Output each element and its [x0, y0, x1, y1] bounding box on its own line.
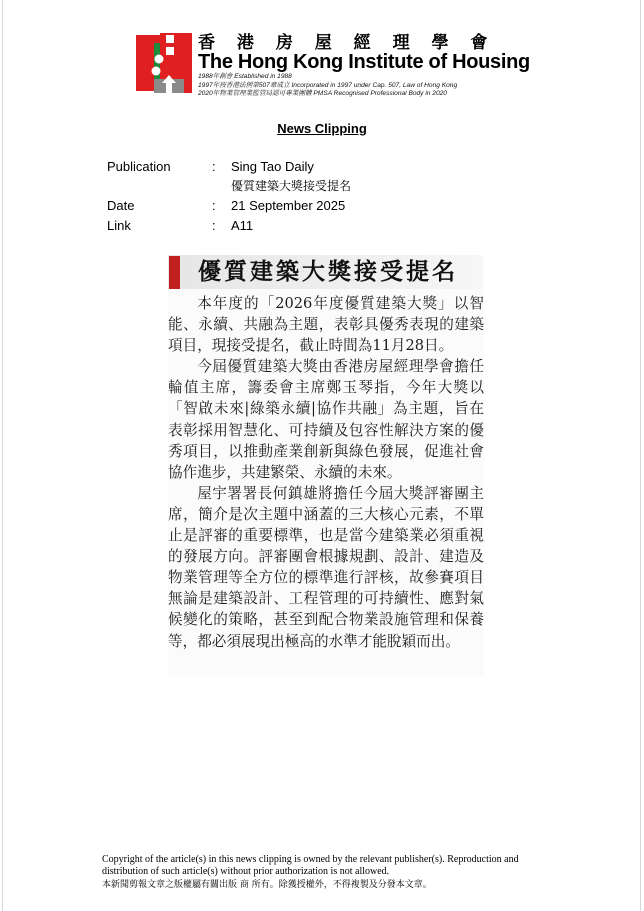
date-row	[107, 196, 547, 216]
date-colon: :	[212, 198, 216, 213]
article-paragraph: 今屆優質建築大獎由香港房屋經理學會擔任輪值主席，籌委會主席鄭玉琴指，今年大獎以「智啟未來|綠築永續|協作共融」為主題，旨在表彰採用智慧化、可持續及包容性解決方案的優秀項目，以推動產業創新與綠色發展，促進社會協作進步，共建繁榮、永續的未來。	[168, 358, 484, 481]
headline-row	[107, 177, 547, 197]
incorporated-line: 1997年按香港法例第507章成立 Incorporated in 1997 under Cap. 507, Law of Hong Kong	[198, 81, 458, 89]
established-line: 1988年創會 Established in 1988	[198, 73, 292, 80]
org-name-english: The Hong Kong Institute of Housing	[198, 51, 530, 73]
page-border-right	[640, 0, 641, 911]
link-colon: :	[212, 217, 216, 233]
publication-row	[107, 157, 547, 177]
institute-logo-icon	[136, 33, 192, 95]
article-headline: 優質建築大獎接受提名	[198, 258, 458, 285]
headline-accent-bar	[169, 256, 180, 289]
org-name-chinese: 香 港 房 屋 經 理 學 會	[198, 33, 496, 53]
institute-header	[136, 33, 530, 97]
link-label: Link	[107, 217, 131, 233]
recognised-line: 2020年物業管理業監管局認可專業團體 PMSA Recognised Professional Body in 2020	[198, 90, 447, 97]
copyright-chinese: 本新聞剪報文章之版權屬有關出版 商 所有。除獲授權外，不得複製及分發本文章。	[102, 880, 432, 890]
publication-label: Publication	[107, 159, 171, 174]
article-paragraph: 屋宇署署長何鎮雄將擔任今屆大獎評審團主席，簡介是次主題中涵蓋的三大核心元素，不單止是評審的重要標準，也是當今建築業必須重視的發展方向。評審團會根據規劃、設計、建造及物業管理等全方位的標準進行評核，故參賽項目無論是建築設計、工程管理的可持續性、應對氣候變化的策略，甚至到配合物業設施管理和保養等，都必須展現出極高的水準才能脫穎而出。	[168, 484, 484, 650]
news-clipping-title: News Clipping	[277, 121, 367, 136]
copyright-english: Copyright of the article(s) in this news clipping is owned by the relevant publisher(s). Reproduction and distribution of such article(s) without prior authorization is not allowed.	[102, 854, 519, 877]
article-paragraph: 本年度的「2026年度優質建築大獎」以智能、永續、共融為主題，表彰具優秀表現的建築項目，現接受提名，截止時間為11月28日。	[168, 295, 484, 355]
date-value: 21 September 2025	[231, 198, 346, 213]
article-headline-value: 優質建築大獎接受提名	[231, 178, 352, 193]
institute-name-block	[198, 33, 528, 99]
article-body	[168, 293, 484, 652]
article-clipping	[168, 255, 484, 677]
date-label: Date	[107, 198, 135, 213]
link-row	[107, 216, 547, 236]
copyright-footer	[102, 854, 542, 892]
article-headline-banner	[168, 255, 482, 289]
clipping-details	[107, 157, 547, 235]
page-border-left	[2, 0, 3, 911]
publication-value: Sing Tao Daily	[231, 159, 314, 174]
publication-colon: :	[212, 159, 216, 174]
link-value: A11	[231, 217, 254, 233]
